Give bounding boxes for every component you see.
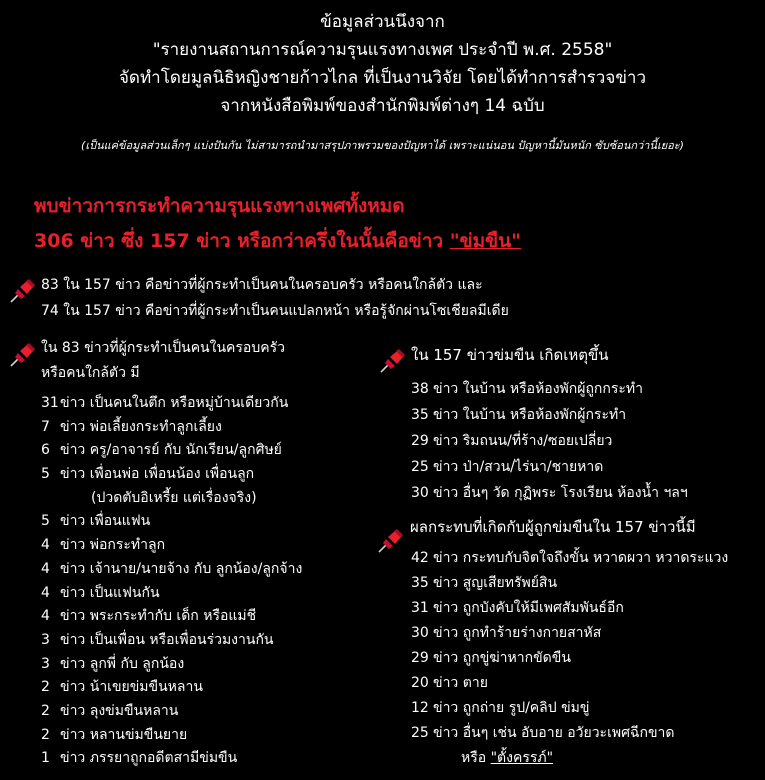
item-count: 2 bbox=[41, 726, 50, 743]
item-count: 4 bbox=[41, 608, 50, 625]
list-item bbox=[41, 629, 302, 653]
item-text: ข่าว เจ้านาย/นายจ้าง กับ ลูกน้อง/ลูกจ้าง bbox=[60, 560, 303, 577]
item-count: 30 bbox=[411, 485, 429, 501]
item-count: 30 bbox=[411, 625, 429, 641]
list-item bbox=[411, 454, 688, 480]
item-count: 35 bbox=[411, 575, 429, 591]
item-text: ข่าว ในบ้าน หรือห้องพักผู้กระทำ bbox=[433, 407, 627, 423]
item-count: 12 bbox=[411, 700, 429, 716]
left-title-1: ใน 83 ข่าวที่ผู้กระทำเป็นคนในครอบครัว bbox=[41, 340, 285, 356]
item-count: 20 bbox=[411, 675, 429, 691]
list-item bbox=[41, 724, 302, 748]
item-count: 29 bbox=[411, 650, 429, 666]
list-item bbox=[41, 392, 302, 416]
item-count: 5 bbox=[41, 513, 50, 530]
header-line-3: จัดทำโดยมูลนิธิหญิงชายก้าวไกล ที่เป็นงานวิจัย โดยได้ทำการสำรวจข่าว bbox=[118, 68, 647, 88]
pushpin-icon bbox=[8, 278, 36, 304]
list-item bbox=[41, 439, 302, 463]
item-text: ข่าว ตาย bbox=[433, 675, 488, 691]
item-text: ข่าว เพื่อนแฟน bbox=[60, 513, 151, 530]
list-item bbox=[411, 596, 728, 621]
list-item bbox=[411, 480, 688, 506]
right-bottom-list bbox=[411, 546, 728, 771]
list-item bbox=[411, 646, 728, 671]
item-text: ข่าว ริมถนน/ที่ร้าง/ซอยเปลี่ยว bbox=[433, 433, 613, 449]
list-item bbox=[411, 671, 728, 696]
pushpin-icon bbox=[8, 342, 36, 368]
item-text: ข่าว พ่อกระทำลูก bbox=[60, 537, 166, 554]
item-text: ข่าว ในบ้าน หรือห้องพักผู้ถูกกระทำ bbox=[433, 381, 644, 397]
item-text: ข่าว เป็นเพื่อน หรือเพื่อนร่วมงานกัน bbox=[60, 631, 274, 648]
list-item-last bbox=[411, 746, 728, 771]
item-count: 29 bbox=[411, 433, 429, 449]
item-count: 3 bbox=[41, 631, 50, 648]
right-top-title: ใน 157 ข่าวข่มขืน เกิดเหตุขึ้น bbox=[411, 346, 609, 364]
header-line-2: "รายงานสถานการณ์ความรุนแรงทางเพศ ประจำปี พ.ศ. 2558" bbox=[152, 40, 613, 60]
item-text: ข่าว ลูกพี่ กับ ลูกน้อง bbox=[60, 655, 185, 672]
item-text: หรือ bbox=[461, 750, 491, 766]
list-item-note bbox=[41, 487, 302, 511]
list-item bbox=[41, 463, 302, 487]
item-text: ข่าว สูญเสียทรัพย์สิน bbox=[433, 575, 558, 591]
item-count: 25 bbox=[411, 459, 429, 475]
item-count: 4 bbox=[41, 584, 50, 601]
item-count: 2 bbox=[41, 679, 50, 696]
list-item bbox=[411, 376, 688, 402]
item-text: ข่าว หลานข่มขืนยาย bbox=[60, 726, 188, 743]
item-text: ข่าว กระทบกับจิตใจถึงขั้น หวาดผวา หวาดระแวง bbox=[433, 550, 729, 566]
list-item bbox=[411, 696, 728, 721]
right-bottom-title: ผลกระทบที่เกิดกับผู้ถูกข่มขืนใน 157 ข่าวนี้มี bbox=[410, 518, 696, 536]
item-text: ข่าว พ่อเลี้ยงกระทำลูกเลี้ยง bbox=[60, 418, 222, 435]
list-item bbox=[41, 700, 302, 724]
item-count: 35 bbox=[411, 407, 429, 423]
list-item bbox=[411, 721, 728, 746]
item-text: ข่าว อื่นๆ วัด กุฏิพระ โรงเรียน ห้องน้ำ ฯลฯ bbox=[433, 485, 688, 501]
item-count: 1 bbox=[41, 750, 50, 767]
headline-line-2-text: 306 ข่าว ซึ่ง 157 ข่าว หรือกว่าครึ่งในนั้นคือข่าว bbox=[34, 230, 450, 252]
list-item bbox=[411, 428, 688, 454]
pushpin-icon bbox=[378, 348, 406, 374]
item-text: ข่าว น้าเขยข่มขืนหลาน bbox=[60, 679, 203, 696]
item-text: ข่าว ถูกทำร้ายร่างกายสาหัส bbox=[433, 625, 602, 641]
item-count: 31 bbox=[411, 600, 429, 616]
item-count: 31 bbox=[41, 395, 59, 411]
item-count: 42 bbox=[411, 550, 429, 566]
item-count: 3 bbox=[41, 655, 50, 672]
left-list bbox=[41, 392, 302, 771]
headline-line-1: พบข่าวการกระทำความรุนแรงทางเพศทั้งหมด bbox=[34, 195, 405, 217]
list-item bbox=[41, 416, 302, 440]
item-count: 2 bbox=[41, 702, 50, 719]
pushpin-icon bbox=[376, 528, 404, 554]
right-top-list bbox=[411, 376, 688, 506]
list-item bbox=[411, 402, 688, 428]
list-item bbox=[41, 558, 302, 582]
item-count: 6 bbox=[41, 442, 50, 459]
list-item bbox=[411, 621, 728, 646]
item-text: ข่าว เพื่อนพ่อ เพื่อนน้อง เพื่อนลูก bbox=[60, 466, 255, 483]
list-item bbox=[41, 653, 302, 677]
item-emphasis: "ตั้งครรภ์" bbox=[490, 750, 554, 766]
item-count: 7 bbox=[41, 418, 50, 435]
item-count: 25 bbox=[411, 725, 429, 741]
item-text: ข่าว เป็นคนในตึก หรือหมู่บ้านเดียวกัน bbox=[60, 395, 289, 411]
item-count: 4 bbox=[41, 560, 50, 577]
item-text: ข่าว ถูกบังคับให้มีเพศสัมพันธ์อีก bbox=[433, 600, 624, 616]
item-text: ข่าว ถูกขู่ฆ่าหากขัดขืน bbox=[433, 650, 571, 666]
item-text: ข่าว ภรรยาถูกอดีตสามีข่มขืน bbox=[60, 750, 238, 767]
list-item bbox=[41, 534, 302, 558]
summary-line-2: 74 ใน 157 ข่าว คือข่าวที่ผู้กระทำเป็นคนแปลกหน้า หรือรู้จักผ่านโซเชียลมีเดีย bbox=[41, 303, 509, 319]
header-line-1: ข้อมูลส่วนนึงจาก bbox=[320, 12, 445, 32]
item-text: ข่าว ลุงข่มขืนหลาน bbox=[60, 702, 179, 719]
list-item bbox=[41, 605, 302, 629]
list-item bbox=[41, 582, 302, 606]
item-text: ข่าว เป็นแฟนกัน bbox=[60, 584, 160, 601]
list-item bbox=[41, 747, 302, 771]
item-text: ข่าว ป่า/สวน/ไร่นา/ชายหาด bbox=[433, 459, 604, 475]
list-item bbox=[41, 510, 302, 534]
summary-line-1: 83 ใน 157 ข่าว คือข่าวที่ผู้กระทำเป็นคนในครอบครัว หรือคนใกล้ตัว และ bbox=[41, 277, 483, 293]
item-text: ข่าว ครู/อาจารย์ กับ นักเรียน/ลูกศิษย์ bbox=[60, 442, 282, 459]
item-text: ข่าว พระกระทำกับ เด็ก หรือแม่ชี bbox=[60, 608, 257, 625]
headline-line-2 bbox=[34, 226, 521, 256]
header-line-4: จากหนังสือพิมพ์ของสำนักพิมพ์ต่างๆ 14 ฉบับ bbox=[220, 96, 545, 116]
item-count: 5 bbox=[41, 466, 50, 483]
list-item bbox=[411, 546, 728, 571]
item-text: (ปวดตับอิเหรี้ย แต่เรื่องจริง) bbox=[91, 489, 257, 506]
item-text: ข่าว อื่นๆ เช่น อับอาย อวัยวะเพศฉีกขาด bbox=[433, 725, 675, 741]
item-count: 38 bbox=[411, 381, 429, 397]
item-text: ข่าว ถูกถ่าย รูป/คลิป ข่มขู่ bbox=[433, 700, 590, 716]
headline-emphasis: "ข่มขืน" bbox=[449, 230, 521, 252]
item-count: 4 bbox=[41, 537, 50, 554]
list-item bbox=[411, 571, 728, 596]
disclaimer-note: (เป็นแค่ข้อมูลส่วนเล็กๆ แบ่งปันกัน ไม่สามารถนำมาสรุปภาพรวมของปัญหาได้ เพราะแน่นอน ปัญหานี้มันหนัก ซับซ้อนกว่านี้เยอะ) bbox=[81, 139, 684, 152]
list-item bbox=[41, 676, 302, 700]
left-title-2: หรือคนใกล้ตัว มี bbox=[41, 365, 140, 381]
